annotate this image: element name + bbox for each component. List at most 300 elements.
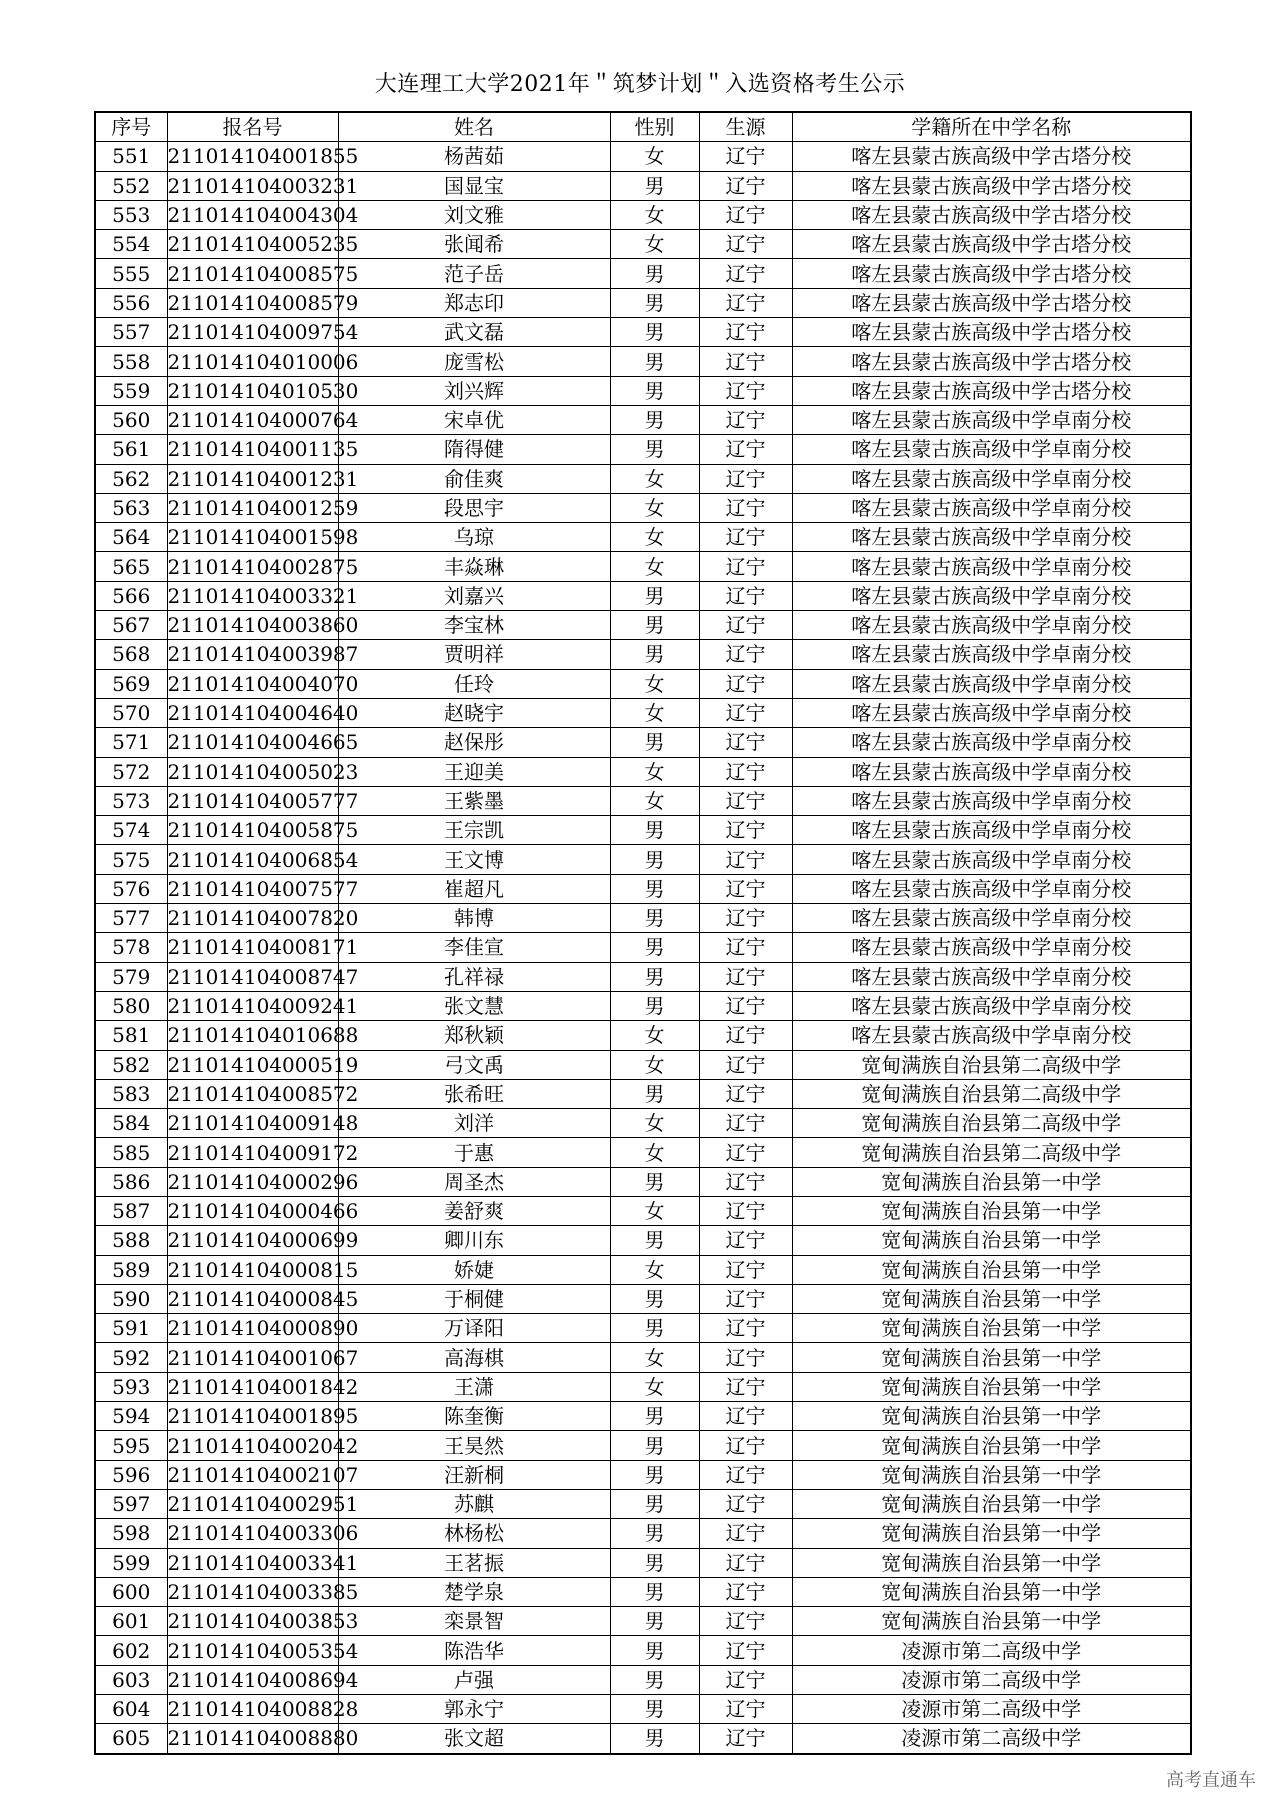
cell-index: 600 [95, 1577, 167, 1606]
cell-index: 552 [95, 171, 167, 200]
cell-origin: 辽宁 [699, 1577, 792, 1606]
cell-school: 喀左县蒙古族高级中学古塔分校 [792, 259, 1191, 288]
cell-gender: 女 [610, 1196, 699, 1225]
cell-gender: 女 [610, 552, 699, 581]
cell-school: 宽甸满族自治县第一中学 [792, 1167, 1191, 1196]
cell-index: 566 [95, 581, 167, 610]
table-row [95, 669, 1191, 698]
cell-gender: 男 [610, 288, 699, 317]
cell-index: 596 [95, 1460, 167, 1489]
cell-index: 572 [95, 757, 167, 786]
table-row [95, 171, 1191, 200]
cell-name: 张文慧 [338, 991, 610, 1020]
cell-name: 高海棋 [338, 1343, 610, 1372]
cell-registration-no: 211014104000815 [167, 1255, 338, 1284]
cell-name: 孔祥禄 [338, 962, 610, 991]
cell-registration-no: 211014104005354 [167, 1636, 338, 1665]
cell-gender: 女 [610, 142, 699, 171]
cell-gender: 女 [610, 464, 699, 493]
cell-registration-no: 211014104001842 [167, 1372, 338, 1401]
cell-registration-no: 211014104005875 [167, 816, 338, 845]
cell-school: 宽甸满族自治县第一中学 [792, 1343, 1191, 1372]
cell-gender: 男 [610, 1636, 699, 1665]
table-row [95, 347, 1191, 376]
cell-name: 宋卓优 [338, 405, 610, 434]
cell-registration-no: 211014104002951 [167, 1489, 338, 1518]
cell-name: 苏麒 [338, 1489, 610, 1518]
cell-registration-no: 211014104002875 [167, 552, 338, 581]
cell-gender: 男 [610, 874, 699, 903]
cell-name: 刘兴辉 [338, 376, 610, 405]
cell-origin: 辽宁 [699, 1226, 792, 1255]
page-title: 大连理工大学2021年＂筑梦计划＂入选资格考生公示 [374, 72, 906, 97]
cell-index: 582 [95, 1050, 167, 1079]
table-row [95, 1343, 1191, 1372]
cell-origin: 辽宁 [699, 1196, 792, 1225]
cell-registration-no: 211014104008747 [167, 962, 338, 991]
cell-name: 楚学泉 [338, 1577, 610, 1606]
cell-gender: 男 [610, 1079, 699, 1108]
table-row [95, 1284, 1191, 1313]
table-row [95, 230, 1191, 259]
cell-index: 591 [95, 1314, 167, 1343]
table-row [95, 1050, 1191, 1079]
cell-index: 589 [95, 1255, 167, 1284]
cell-registration-no: 211014104003385 [167, 1577, 338, 1606]
cell-origin: 辽宁 [699, 816, 792, 845]
cell-name: 韩博 [338, 904, 610, 933]
cell-registration-no: 211014104008171 [167, 933, 338, 962]
cell-school: 喀左县蒙古族高级中学卓南分校 [792, 523, 1191, 552]
cell-name: 武文磊 [338, 318, 610, 347]
cell-name: 王文博 [338, 845, 610, 874]
cell-name: 王宗凯 [338, 816, 610, 845]
cell-school: 宽甸满族自治县第一中学 [792, 1314, 1191, 1343]
cell-school: 喀左县蒙古族高级中学卓南分校 [792, 786, 1191, 815]
table-row [95, 933, 1191, 962]
cell-gender: 男 [610, 816, 699, 845]
cell-gender: 男 [610, 1460, 699, 1489]
cell-school: 喀左县蒙古族高级中学古塔分校 [792, 376, 1191, 405]
cell-origin: 辽宁 [699, 669, 792, 698]
cell-gender: 男 [610, 581, 699, 610]
cell-index: 584 [95, 1109, 167, 1138]
cell-school: 喀左县蒙古族高级中学卓南分校 [792, 640, 1191, 669]
cell-index: 551 [95, 142, 167, 171]
cell-name: 张希旺 [338, 1079, 610, 1108]
cell-index: 597 [95, 1489, 167, 1518]
cell-name: 王潇 [338, 1372, 610, 1401]
cell-registration-no: 211014104002107 [167, 1460, 338, 1489]
cell-origin: 辽宁 [699, 874, 792, 903]
table-row [95, 493, 1191, 522]
cell-registration-no: 211014104003321 [167, 581, 338, 610]
table-row [95, 259, 1191, 288]
table-row [95, 1548, 1191, 1577]
cell-origin: 辽宁 [699, 230, 792, 259]
table-row [95, 816, 1191, 845]
cell-registration-no: 211014104008694 [167, 1665, 338, 1694]
cell-registration-no: 211014104000699 [167, 1226, 338, 1255]
cell-origin: 辽宁 [699, 259, 792, 288]
table-row [95, 1607, 1191, 1636]
cell-school: 喀左县蒙古族高级中学古塔分校 [792, 347, 1191, 376]
cell-gender: 女 [610, 698, 699, 727]
cell-name: 范子岳 [338, 259, 610, 288]
cell-registration-no: 211014104000466 [167, 1196, 338, 1225]
cell-index: 567 [95, 611, 167, 640]
cell-registration-no: 211014104009754 [167, 318, 338, 347]
cell-name: 段思宇 [338, 493, 610, 522]
cell-school: 喀左县蒙古族高级中学古塔分校 [792, 142, 1191, 171]
cell-name: 王迎美 [338, 757, 610, 786]
table-row [95, 698, 1191, 727]
cell-origin: 辽宁 [699, 1548, 792, 1577]
cell-gender: 男 [610, 1284, 699, 1313]
cell-index: 573 [95, 786, 167, 815]
table-row [95, 318, 1191, 347]
table-row [95, 376, 1191, 405]
cell-registration-no: 211014104008880 [167, 1724, 338, 1754]
table-row [95, 200, 1191, 229]
table-row [95, 1431, 1191, 1460]
cell-origin: 辽宁 [699, 845, 792, 874]
cell-name: 刘嘉兴 [338, 581, 610, 610]
cell-gender: 男 [610, 1665, 699, 1694]
cell-gender: 男 [610, 728, 699, 757]
cell-gender: 男 [610, 845, 699, 874]
cell-registration-no: 211014104008572 [167, 1079, 338, 1108]
cell-name: 万译阳 [338, 1314, 610, 1343]
table-row [95, 1695, 1191, 1724]
header-index: 序号 [95, 112, 167, 142]
cell-origin: 辽宁 [699, 1255, 792, 1284]
cell-index: 594 [95, 1402, 167, 1431]
cell-name: 汪新桐 [338, 1460, 610, 1489]
cell-gender: 女 [610, 200, 699, 229]
cell-origin: 辽宁 [699, 904, 792, 933]
table-row [95, 142, 1191, 171]
cell-gender: 男 [610, 1548, 699, 1577]
cell-registration-no: 211014104000845 [167, 1284, 338, 1313]
table-row [95, 1021, 1191, 1050]
cell-school: 喀左县蒙古族高级中学卓南分校 [792, 904, 1191, 933]
cell-name: 姜舒爽 [338, 1196, 610, 1225]
cell-origin: 辽宁 [699, 464, 792, 493]
cell-registration-no: 211014104010006 [167, 347, 338, 376]
cell-name: 张文超 [338, 1724, 610, 1754]
cell-gender: 男 [610, 933, 699, 962]
cell-index: 603 [95, 1665, 167, 1694]
cell-registration-no: 211014104005235 [167, 230, 338, 259]
cell-school: 喀左县蒙古族高级中学卓南分校 [792, 493, 1191, 522]
cell-registration-no: 211014104001067 [167, 1343, 338, 1372]
cell-registration-no: 211014104009148 [167, 1109, 338, 1138]
cell-gender: 男 [610, 435, 699, 464]
cell-name: 郑志印 [338, 288, 610, 317]
cell-gender: 男 [610, 962, 699, 991]
cell-index: 569 [95, 669, 167, 698]
cell-gender: 男 [610, 1607, 699, 1636]
cell-gender: 男 [610, 904, 699, 933]
cell-school: 宽甸满族自治县第一中学 [792, 1226, 1191, 1255]
header-origin: 生源 [699, 112, 792, 142]
cell-registration-no: 211014104004665 [167, 728, 338, 757]
cell-index: 592 [95, 1343, 167, 1372]
cell-gender: 男 [610, 1577, 699, 1606]
cell-origin: 辽宁 [699, 1695, 792, 1724]
cell-name: 王昊然 [338, 1431, 610, 1460]
cell-registration-no: 211014104004070 [167, 669, 338, 698]
cell-origin: 辽宁 [699, 933, 792, 962]
cell-name: 刘洋 [338, 1109, 610, 1138]
cell-origin: 辽宁 [699, 171, 792, 200]
cell-registration-no: 211014104003853 [167, 1607, 338, 1636]
cell-origin: 辽宁 [699, 640, 792, 669]
header-gender: 性别 [610, 112, 699, 142]
watermark-text: 高考直通车 [1166, 1770, 1256, 1791]
cell-gender: 男 [610, 1724, 699, 1754]
cell-index: 570 [95, 698, 167, 727]
header-registration-no: 报名号 [167, 112, 338, 142]
cell-gender: 女 [610, 1021, 699, 1050]
cell-gender: 男 [610, 1519, 699, 1548]
cell-school: 宽甸满族自治县第二高级中学 [792, 1138, 1191, 1167]
cell-origin: 辽宁 [699, 1431, 792, 1460]
cell-index: 604 [95, 1695, 167, 1724]
table-row [95, 874, 1191, 903]
table-row [95, 552, 1191, 581]
cell-gender: 男 [610, 318, 699, 347]
cell-name: 陈奎衡 [338, 1402, 610, 1431]
cell-origin: 辽宁 [699, 1519, 792, 1548]
cell-registration-no: 211014104003231 [167, 171, 338, 200]
cell-school: 喀左县蒙古族高级中学卓南分校 [792, 757, 1191, 786]
cell-school: 喀左县蒙古族高级中学卓南分校 [792, 816, 1191, 845]
cell-origin: 辽宁 [699, 405, 792, 434]
cell-index: 558 [95, 347, 167, 376]
cell-school: 喀左县蒙古族高级中学卓南分校 [792, 874, 1191, 903]
cell-name: 国显宝 [338, 171, 610, 200]
table-row [95, 1636, 1191, 1665]
cell-school: 宽甸满族自治县第一中学 [792, 1607, 1191, 1636]
cell-origin: 辽宁 [699, 1402, 792, 1431]
cell-gender: 女 [610, 1255, 699, 1284]
cell-registration-no: 211014104003306 [167, 1519, 338, 1548]
cell-registration-no: 211014104000296 [167, 1167, 338, 1196]
cell-origin: 辽宁 [699, 1284, 792, 1313]
cell-registration-no: 211014104008575 [167, 259, 338, 288]
cell-registration-no: 211014104004640 [167, 698, 338, 727]
cell-gender: 女 [610, 1109, 699, 1138]
cell-school: 喀左县蒙古族高级中学卓南分校 [792, 405, 1191, 434]
cell-origin: 辽宁 [699, 1460, 792, 1489]
cell-gender: 男 [610, 611, 699, 640]
cell-index: 590 [95, 1284, 167, 1313]
cell-origin: 辽宁 [699, 1138, 792, 1167]
cell-school: 喀左县蒙古族高级中学卓南分校 [792, 1021, 1191, 1050]
cell-index: 559 [95, 376, 167, 405]
cell-gender: 女 [610, 669, 699, 698]
cell-origin: 辽宁 [699, 962, 792, 991]
cell-name: 郑秋颖 [338, 1021, 610, 1050]
cell-index: 568 [95, 640, 167, 669]
cell-school: 宽甸满族自治县第二高级中学 [792, 1050, 1191, 1079]
cell-index: 599 [95, 1548, 167, 1577]
cell-registration-no: 211014104000519 [167, 1050, 338, 1079]
cell-registration-no: 211014104007577 [167, 874, 338, 903]
cell-school: 宽甸满族自治县第一中学 [792, 1489, 1191, 1518]
cell-gender: 女 [610, 1050, 699, 1079]
cell-index: 564 [95, 523, 167, 552]
header-school: 学籍所在中学名称 [792, 112, 1191, 142]
cell-registration-no: 211014104000764 [167, 405, 338, 434]
cell-index: 557 [95, 318, 167, 347]
cell-name: 王紫墨 [338, 786, 610, 815]
table-row [95, 1109, 1191, 1138]
cell-gender: 男 [610, 171, 699, 200]
table-row [95, 991, 1191, 1020]
cell-origin: 辽宁 [699, 757, 792, 786]
cell-gender: 男 [610, 640, 699, 669]
cell-name: 李佳宣 [338, 933, 610, 962]
cell-index: 588 [95, 1226, 167, 1255]
cell-registration-no: 211014104004304 [167, 200, 338, 229]
cell-school: 喀左县蒙古族高级中学卓南分校 [792, 728, 1191, 757]
cell-index: 580 [95, 991, 167, 1020]
cell-name: 任玲 [338, 669, 610, 698]
cell-gender: 男 [610, 1167, 699, 1196]
cell-registration-no: 211014104001259 [167, 493, 338, 522]
cell-school: 喀左县蒙古族高级中学卓南分校 [792, 435, 1191, 464]
cell-origin: 辽宁 [699, 142, 792, 171]
cell-name: 弓文禹 [338, 1050, 610, 1079]
cell-gender: 女 [610, 786, 699, 815]
cell-index: 554 [95, 230, 167, 259]
cell-index: 576 [95, 874, 167, 903]
cell-index: 585 [95, 1138, 167, 1167]
cell-registration-no: 211014104010530 [167, 376, 338, 405]
cell-school: 凌源市第二高级中学 [792, 1724, 1191, 1754]
cell-registration-no: 211014104010688 [167, 1021, 338, 1050]
cell-registration-no: 211014104003341 [167, 1548, 338, 1577]
cell-gender: 女 [610, 523, 699, 552]
cell-origin: 辽宁 [699, 347, 792, 376]
cell-index: 583 [95, 1079, 167, 1108]
cell-origin: 辽宁 [699, 1636, 792, 1665]
cell-registration-no: 211014104001895 [167, 1402, 338, 1431]
cell-school: 喀左县蒙古族高级中学卓南分校 [792, 552, 1191, 581]
table-row [95, 757, 1191, 786]
table-row [95, 405, 1191, 434]
cell-school: 宽甸满族自治县第二高级中学 [792, 1109, 1191, 1138]
cell-school: 喀左县蒙古族高级中学卓南分校 [792, 991, 1191, 1020]
cell-origin: 辽宁 [699, 1167, 792, 1196]
table-row [95, 1138, 1191, 1167]
table-row [95, 728, 1191, 757]
cell-index: 598 [95, 1519, 167, 1548]
cell-name: 贾明祥 [338, 640, 610, 669]
cell-index: 578 [95, 933, 167, 962]
cell-origin: 辽宁 [699, 1343, 792, 1372]
cell-gender: 男 [610, 347, 699, 376]
cell-registration-no: 211014104009241 [167, 991, 338, 1020]
cell-school: 宽甸满族自治县第一中学 [792, 1460, 1191, 1489]
candidate-table [94, 111, 1192, 1755]
cell-name: 娇婕 [338, 1255, 610, 1284]
cell-index: 574 [95, 816, 167, 845]
cell-name: 俞佳爽 [338, 464, 610, 493]
cell-name: 于桐健 [338, 1284, 610, 1313]
cell-index: 556 [95, 288, 167, 317]
cell-index: 587 [95, 1196, 167, 1225]
cell-school: 宽甸满族自治县第一中学 [792, 1431, 1191, 1460]
table-row [95, 1665, 1191, 1694]
cell-registration-no: 211014104005023 [167, 757, 338, 786]
cell-name: 卢强 [338, 1665, 610, 1694]
cell-gender: 女 [610, 1343, 699, 1372]
cell-school: 喀左县蒙古族高级中学卓南分校 [792, 669, 1191, 698]
cell-origin: 辽宁 [699, 493, 792, 522]
table-row [95, 523, 1191, 552]
cell-school: 宽甸满族自治县第一中学 [792, 1372, 1191, 1401]
cell-school: 喀左县蒙古族高级中学古塔分校 [792, 318, 1191, 347]
table-row [95, 904, 1191, 933]
cell-school: 喀左县蒙古族高级中学古塔分校 [792, 171, 1191, 200]
cell-name: 赵保彤 [338, 728, 610, 757]
cell-name: 乌琼 [338, 523, 610, 552]
cell-school: 宽甸满族自治县第一中学 [792, 1196, 1191, 1225]
cell-registration-no: 211014104000890 [167, 1314, 338, 1343]
cell-gender: 男 [610, 991, 699, 1020]
cell-school: 凌源市第二高级中学 [792, 1636, 1191, 1665]
cell-origin: 辽宁 [699, 1489, 792, 1518]
cell-origin: 辽宁 [699, 523, 792, 552]
cell-origin: 辽宁 [699, 318, 792, 347]
cell-index: 563 [95, 493, 167, 522]
cell-name: 张闻希 [338, 230, 610, 259]
cell-school: 喀左县蒙古族高级中学古塔分校 [792, 288, 1191, 317]
cell-name: 李宝林 [338, 611, 610, 640]
cell-index: 577 [95, 904, 167, 933]
table-row [95, 581, 1191, 610]
cell-name: 王茗振 [338, 1548, 610, 1577]
cell-school: 宽甸满族自治县第一中学 [792, 1548, 1191, 1577]
cell-registration-no: 211014104001598 [167, 523, 338, 552]
cell-name: 崔超凡 [338, 874, 610, 903]
cell-origin: 辽宁 [699, 1021, 792, 1050]
cell-origin: 辽宁 [699, 1724, 792, 1754]
table-row [95, 1079, 1191, 1108]
table-row [95, 1255, 1191, 1284]
cell-origin: 辽宁 [699, 581, 792, 610]
cell-registration-no: 211014104001855 [167, 142, 338, 171]
cell-gender: 男 [610, 259, 699, 288]
cell-name: 周圣杰 [338, 1167, 610, 1196]
cell-index: 562 [95, 464, 167, 493]
table-row [95, 786, 1191, 815]
table-row [95, 1577, 1191, 1606]
cell-origin: 辽宁 [699, 552, 792, 581]
cell-registration-no: 211014104001135 [167, 435, 338, 464]
cell-origin: 辽宁 [699, 991, 792, 1020]
cell-index: 561 [95, 435, 167, 464]
cell-name: 赵晓宇 [338, 698, 610, 727]
table-row [95, 435, 1191, 464]
cell-gender: 男 [610, 1695, 699, 1724]
cell-school: 喀左县蒙古族高级中学卓南分校 [792, 698, 1191, 727]
table-row [95, 1196, 1191, 1225]
